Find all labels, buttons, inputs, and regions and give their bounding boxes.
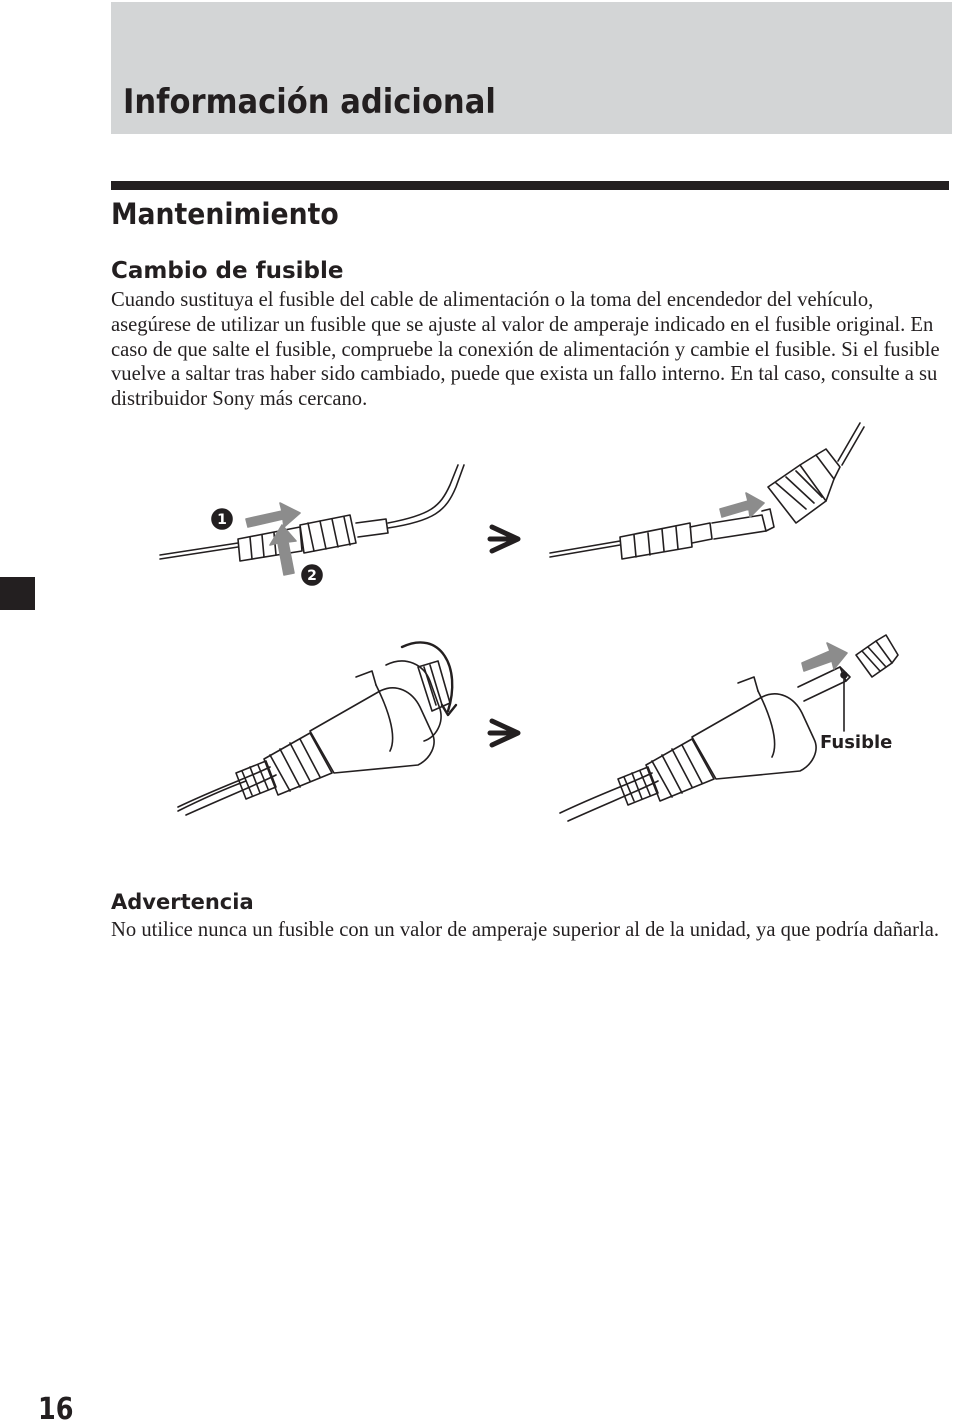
- inline-fuse-holder-open: [550, 423, 864, 559]
- chapter-tab: [0, 577, 35, 610]
- transition-arrow-1: [490, 527, 518, 551]
- lighter-plug-open: [560, 635, 898, 821]
- page-number: 16: [38, 1392, 74, 1427]
- page-title: Información adicional: [123, 82, 496, 122]
- fuse-cap: [768, 465, 826, 523]
- fuse-instructions: Cuando sustituya el fusible del cable de alimentación o la toma del encendedor del vehículo, asegúrese de utilizar un fusible que se ajuste al valor de amperaje indicado en el fusible original. En caso de que salte el fusible, compruebe la conexión de alimentación y cambie el fusible. Si el fusible vuelve a saltar tras haber sido cambiado, puede que exista un fallo interno. En tal caso, consulte a su distribuidor Sony más cercano.: [111, 289, 940, 411]
- arrow-remove-cap: [720, 493, 764, 517]
- section-title: Mantenimiento: [111, 197, 339, 231]
- transition-arrow-2: [490, 721, 518, 745]
- subsection-title: Cambio de fusible: [111, 258, 344, 284]
- screw-cap-removed: [856, 641, 892, 677]
- header-banner: [111, 2, 952, 134]
- step-1-number: 1: [217, 512, 227, 528]
- lighter-plug-closed: [178, 661, 450, 815]
- fuse-label: Fusible: [820, 732, 893, 753]
- arrow-pull-apart: [246, 503, 300, 527]
- fuse-replacement-illustration: [150, 415, 910, 855]
- step-2-number: 2: [307, 568, 317, 584]
- warning-text: No utilice nunca un fusible con un valor de amperaje superior al de la unidad, ya que podría dañarla.: [111, 919, 940, 941]
- section-rule: [111, 181, 949, 190]
- inline-fuse-holder-closed: [160, 465, 464, 561]
- warning-title: Advertencia: [111, 890, 254, 914]
